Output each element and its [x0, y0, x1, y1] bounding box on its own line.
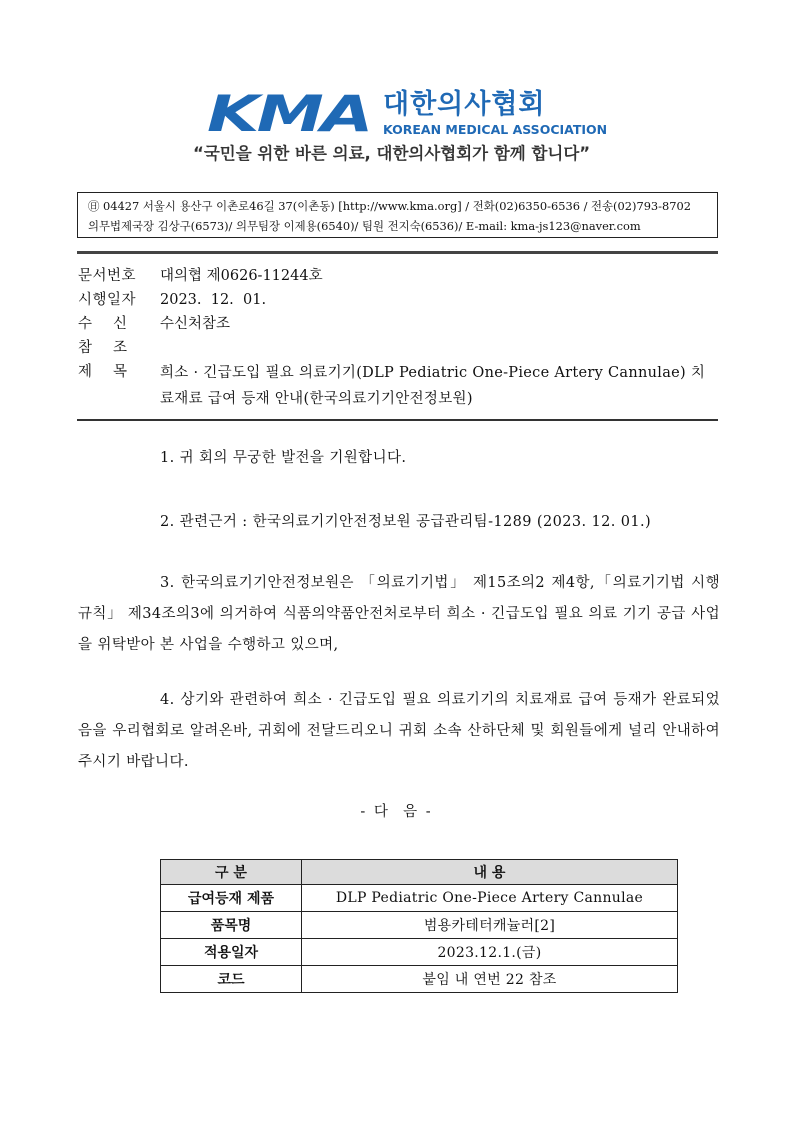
row-value: 2023.12.1.(금): [302, 939, 678, 966]
slogan: “국민을 위한 바른 의료, 대한의사협회가 함께 합니다”: [193, 144, 591, 163]
meta-reference: [78, 336, 718, 360]
table-row: [161, 912, 678, 939]
section-title: - 다 음 -: [360, 804, 433, 820]
contact-staff-line: 의무법제국장 김상구(6573)/ 의무팀장 이제용(6540)/ 팀원 전지숙(6536)/ E-mail: kma-js123@naver.com: [88, 219, 641, 233]
paragraph-2: 2. 관련근거 : 한국의료기기안전정보원 공급관리팀-1289 (2023. 12. 01.): [160, 514, 652, 530]
meta-label: 수 신: [78, 316, 128, 332]
header-content: 내 용: [302, 860, 678, 885]
table-row: [161, 885, 678, 912]
meta-label: 참 조: [78, 340, 128, 356]
issue-date: 2023. 12. 01.: [160, 292, 267, 308]
paragraph-4: 4. 상기와 관련하여 희소 · 긴급도입 필요 의료기기의 치료재료 급여 등재가 완료되었음을 우리협회로 알려온바, 귀회에 전달드리오니 귀회 소속 산하단체 및 회원들에게 널리 안내하여 주시기 바랍니다.: [78, 692, 720, 770]
row-value: 붙임 내 연번 22 참조: [302, 966, 678, 993]
divider-top: [77, 251, 718, 254]
meta-label: 시행일자: [78, 292, 137, 308]
row-label: 품목명: [161, 912, 302, 939]
meta-label: 문서번호: [78, 268, 137, 284]
product-table: [160, 859, 678, 993]
row-label: 급여등재 제품: [161, 885, 302, 912]
divider-bottom: [77, 419, 718, 421]
paragraph-1: 1. 귀 회의 무궁한 발전을 기원합니다.: [160, 450, 407, 466]
table-row: [161, 966, 678, 993]
doc-number: 대의협 제0626-11244호: [160, 268, 323, 284]
meta-doc-number: [78, 264, 718, 288]
letterhead: [0, 0, 793, 190]
contact-box: [77, 192, 718, 238]
table-row: [161, 939, 678, 966]
header-category: 구 분: [161, 860, 302, 885]
document-meta: [78, 264, 718, 412]
table-header-row: [161, 860, 678, 885]
meta-recipient: [78, 312, 718, 336]
row-value: 범용카테터캐뉼러[2]: [302, 912, 678, 939]
kma-logo: [185, 80, 610, 190]
subject: 희소 · 긴급도입 필요 의료기기(DLP Pediatric One-Piece Artery Cannulae) 치료재료 급여 등재 안내(한국의료기기안전정보원): [160, 365, 706, 407]
row-label: 적용일자: [161, 939, 302, 966]
paragraph-3: 3. 한국의료기기안전정보원은 「의료기기법」 제15조의2 제4항,「의료기기법 시행규칙」 제34조의3에 의거하여 식품의약품안전처로부터 희소 · 긴급도입 필요 의료 기기 공급 사업을 위탁받아 본 사업을 수행하고 있으며,: [78, 575, 720, 653]
row-value: DLP Pediatric One-Piece Artery Cannulae: [302, 885, 678, 912]
meta-issue-date: [78, 288, 718, 312]
reference: [160, 336, 718, 360]
meta-label: 제 목: [78, 364, 128, 380]
org-name-korean: 대한의사협회: [383, 89, 546, 120]
meta-subject: [78, 360, 718, 412]
logo-mark-kma: KMA: [207, 85, 371, 143]
contact-address-line: ㊐ 04427 서울시 용산구 이촌로46길 37(이촌동) [http://www.kma.org] / 전화(02)6350-6536 / 전송(02)793-8702: [88, 199, 692, 213]
recipient: 수신처참조: [160, 316, 231, 332]
row-label: 코드: [161, 966, 302, 993]
org-name-english: KOREAN MEDICAL ASSOCIATION: [383, 122, 608, 137]
